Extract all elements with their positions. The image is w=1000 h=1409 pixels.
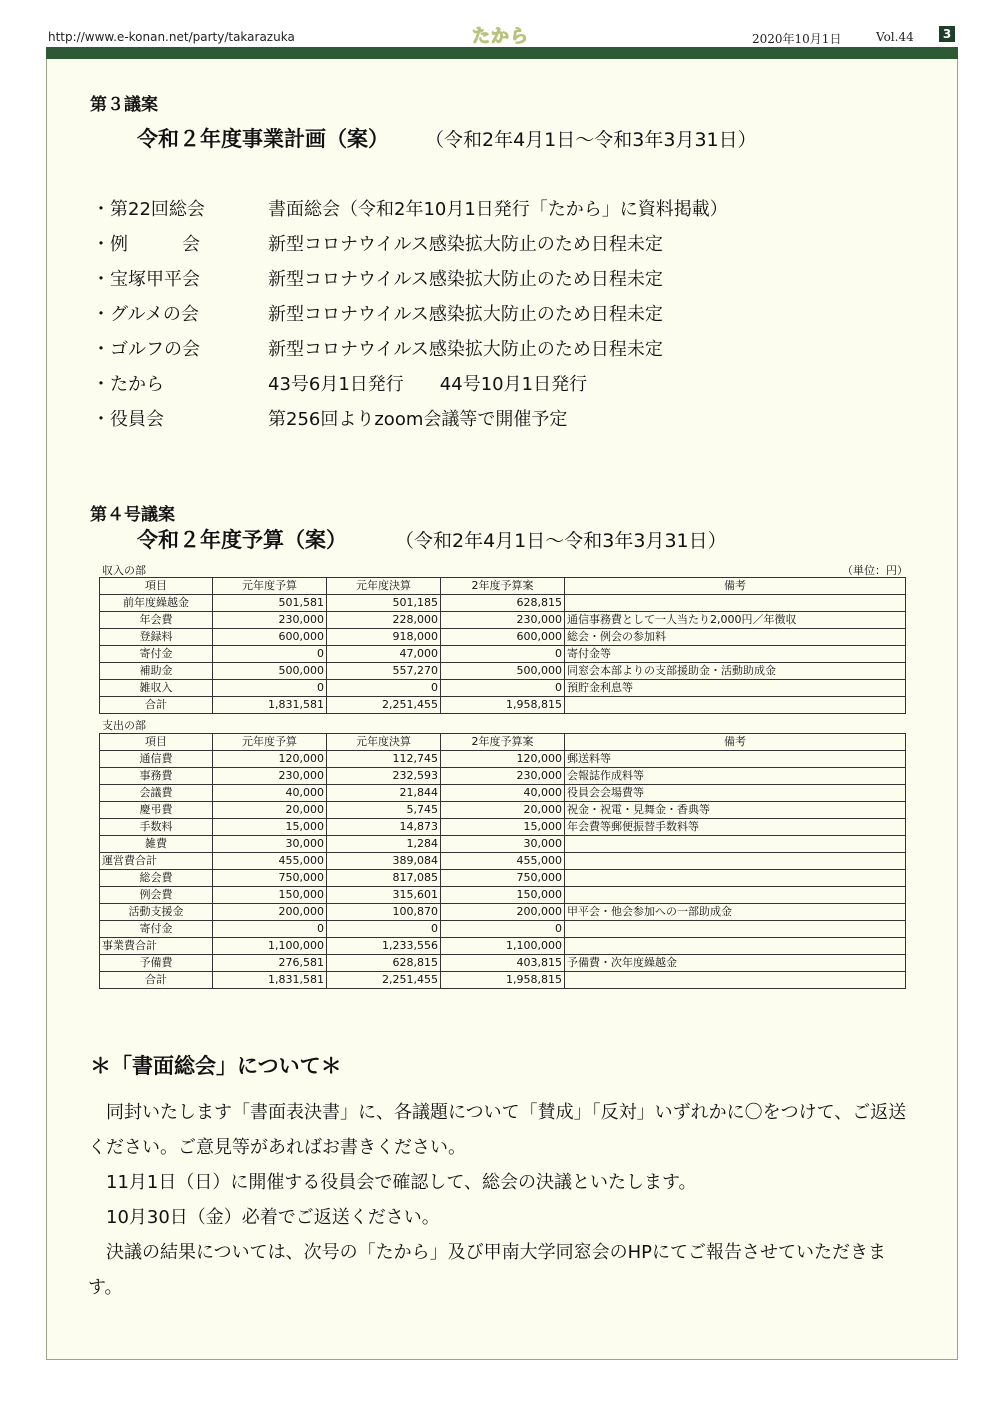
agenda3-period: （令和2年4月1日～令和3年3月31日） xyxy=(425,129,757,151)
expense-section-label: 支出の部 xyxy=(102,719,146,732)
table-row xyxy=(100,938,906,955)
amount-cell: 1,233,556 xyxy=(327,938,441,955)
agenda-item xyxy=(92,370,852,405)
agenda-item-label: ・役員会 xyxy=(92,409,164,430)
page-header xyxy=(0,0,1000,48)
table-row xyxy=(100,802,906,819)
note-cell: 総会・例会の参加料 xyxy=(565,629,906,646)
amount-cell: 230,000 xyxy=(441,612,565,629)
agenda4-label: 第４号議案 xyxy=(90,505,175,525)
table-row xyxy=(100,904,906,921)
issue-volume: Vol.44 xyxy=(876,30,914,44)
notice-paragraph: 決議の結果については、次号の「たから」及び甲南大学同窓会のHPにてご報告させていただきます。 xyxy=(88,1242,887,1298)
column-header: 元年度決算 xyxy=(327,734,441,751)
amount-cell: 276,581 xyxy=(213,955,327,972)
agenda-item-value: 43号6月1日発行 44号10月1日発行 xyxy=(268,374,588,395)
amount-cell: 1,831,581 xyxy=(213,697,327,714)
amount-cell: 389,084 xyxy=(327,853,441,870)
amount-cell: 230,000 xyxy=(213,612,327,629)
agenda-item xyxy=(92,405,852,440)
table-row xyxy=(100,870,906,887)
row-item: 補助金 xyxy=(100,663,213,680)
amount-cell: 817,085 xyxy=(327,870,441,887)
note-cell xyxy=(565,697,906,714)
note-cell xyxy=(565,972,906,989)
table-row xyxy=(100,697,906,714)
table-row xyxy=(100,646,906,663)
note-cell: 祝金・祝電・見舞金・香典等 xyxy=(565,802,906,819)
amount-cell: 1,958,815 xyxy=(441,972,565,989)
amount-cell: 15,000 xyxy=(213,819,327,836)
column-header: 備考 xyxy=(565,734,906,751)
agenda-item xyxy=(92,335,852,370)
table-row xyxy=(100,629,906,646)
agenda-item-value: 書面総会（令和2年10月1日発行「たから」に資料掲載） xyxy=(268,199,728,220)
agenda-item xyxy=(92,195,852,230)
table-row xyxy=(100,972,906,989)
amount-cell: 1,284 xyxy=(327,836,441,853)
amount-cell: 500,000 xyxy=(441,663,565,680)
amount-cell: 1,100,000 xyxy=(441,938,565,955)
amount-cell: 20,000 xyxy=(441,802,565,819)
amount-cell: 600,000 xyxy=(213,629,327,646)
table-row xyxy=(100,751,906,768)
amount-cell: 0 xyxy=(213,680,327,697)
note-cell: 寄付金等 xyxy=(565,646,906,663)
site-url[interactable]: http://www.e-konan.net/party/takarazuka xyxy=(48,30,295,44)
agenda3-title: 令和２年度事業計画（案） xyxy=(137,127,389,151)
row-item: 年会費 xyxy=(100,612,213,629)
amount-cell: 0 xyxy=(441,921,565,938)
agenda-item-label: ・第22回総会 xyxy=(92,199,205,220)
amount-cell: 628,815 xyxy=(441,595,565,612)
column-header: 備考 xyxy=(565,578,906,595)
agenda-item-label: ・宝塚甲平会 xyxy=(92,269,200,290)
note-cell: 役員会会場費等 xyxy=(565,785,906,802)
amount-cell: 15,000 xyxy=(441,819,565,836)
note-cell xyxy=(565,836,906,853)
amount-cell: 750,000 xyxy=(213,870,327,887)
agenda-item-value: 新型コロナウイルス感染拡大防止のため日程未定 xyxy=(268,304,663,325)
agenda-item xyxy=(92,300,852,335)
table-row xyxy=(100,887,906,904)
note-cell: 予備費・次年度繰越金 xyxy=(565,955,906,972)
table-row xyxy=(100,921,906,938)
note-cell xyxy=(565,870,906,887)
amount-cell: 112,745 xyxy=(327,751,441,768)
amount-cell: 30,000 xyxy=(441,836,565,853)
table-row xyxy=(100,663,906,680)
table-row xyxy=(100,836,906,853)
row-item: 合計 xyxy=(100,972,213,989)
row-item: 寄付金 xyxy=(100,921,213,938)
unit-label: （単位：円） xyxy=(842,564,908,577)
table-row xyxy=(100,819,906,836)
amount-cell: 315,601 xyxy=(327,887,441,904)
note-cell: 同窓会本部よりの支部援助金・活動助成金 xyxy=(565,663,906,680)
amount-cell: 750,000 xyxy=(441,870,565,887)
amount-cell: 40,000 xyxy=(441,785,565,802)
amount-cell: 100,870 xyxy=(327,904,441,921)
amount-cell: 403,815 xyxy=(441,955,565,972)
row-item: 事務費 xyxy=(100,768,213,785)
newsletter-logo: たから xyxy=(472,26,529,47)
row-item: 活動支援金 xyxy=(100,904,213,921)
row-item: 通信費 xyxy=(100,751,213,768)
page-number-badge: 3 xyxy=(939,26,955,42)
amount-cell: 0 xyxy=(327,921,441,938)
row-item: 合計 xyxy=(100,697,213,714)
amount-cell: 120,000 xyxy=(213,751,327,768)
amount-cell: 5,745 xyxy=(327,802,441,819)
amount-cell: 918,000 xyxy=(327,629,441,646)
note-cell xyxy=(565,938,906,955)
row-item: 雑費 xyxy=(100,836,213,853)
table-row xyxy=(100,785,906,802)
row-item: 例会費 xyxy=(100,887,213,904)
amount-cell: 600,000 xyxy=(441,629,565,646)
amount-cell: 500,000 xyxy=(213,663,327,680)
amount-cell: 0 xyxy=(441,646,565,663)
row-item: 登録料 xyxy=(100,629,213,646)
amount-cell: 455,000 xyxy=(441,853,565,870)
amount-cell: 501,185 xyxy=(327,595,441,612)
column-header: 2年度予算案 xyxy=(441,734,565,751)
agenda-item-label: ・ゴルフの会 xyxy=(92,339,200,360)
note-cell xyxy=(565,921,906,938)
amount-cell: 0 xyxy=(213,646,327,663)
amount-cell: 30,000 xyxy=(213,836,327,853)
column-header: 項目 xyxy=(100,734,213,751)
table-row xyxy=(100,595,906,612)
note-cell: 年会費等郵便振替手数料等 xyxy=(565,819,906,836)
agenda3-list xyxy=(92,195,852,440)
amount-cell: 501,581 xyxy=(213,595,327,612)
amount-cell: 230,000 xyxy=(213,768,327,785)
notice-title: ＊「書面総会」について＊ xyxy=(90,1054,342,1078)
amount-cell: 0 xyxy=(441,680,565,697)
table-row xyxy=(100,768,906,785)
note-cell: 通信事務費として一人当たり2,000円／年徴収 xyxy=(565,612,906,629)
notice-paragraph: 11月1日（日）に開催する役員会で確認して、総会の決議といたします。 xyxy=(88,1172,697,1193)
amount-cell: 47,000 xyxy=(327,646,441,663)
row-item: 手数料 xyxy=(100,819,213,836)
amount-cell: 40,000 xyxy=(213,785,327,802)
agenda3-label: 第３議案 xyxy=(90,95,158,115)
amount-cell: 228,000 xyxy=(327,612,441,629)
income-section-label: 収入の部 xyxy=(102,564,146,577)
row-item: 前年度繰越金 xyxy=(100,595,213,612)
amount-cell: 14,873 xyxy=(327,819,441,836)
amount-cell: 1,100,000 xyxy=(213,938,327,955)
amount-cell: 0 xyxy=(327,680,441,697)
amount-cell: 21,844 xyxy=(327,785,441,802)
row-item: 運営費合計 xyxy=(100,853,213,870)
column-header: 元年度予算 xyxy=(213,578,327,595)
note-cell xyxy=(565,887,906,904)
amount-cell: 150,000 xyxy=(441,887,565,904)
table-row xyxy=(100,612,906,629)
table-row xyxy=(100,853,906,870)
row-item: 総会費 xyxy=(100,870,213,887)
agenda-item-label: ・グルメの会 xyxy=(92,304,199,325)
column-header: 元年度予算 xyxy=(213,734,327,751)
row-item: 予備費 xyxy=(100,955,213,972)
row-item: 寄付金 xyxy=(100,646,213,663)
row-item: 雑収入 xyxy=(100,680,213,697)
amount-cell: 1,831,581 xyxy=(213,972,327,989)
agenda-item-value: 新型コロナウイルス感染拡大防止のため日程未定 xyxy=(268,269,663,290)
amount-cell: 1,958,815 xyxy=(441,697,565,714)
amount-cell: 120,000 xyxy=(441,751,565,768)
amount-cell: 200,000 xyxy=(213,904,327,921)
row-item: 事業費合計 xyxy=(100,938,213,955)
column-header: 元年度決算 xyxy=(327,578,441,595)
note-cell: 会報誌作成料等 xyxy=(565,768,906,785)
table-row xyxy=(100,955,906,972)
agenda-item xyxy=(92,230,852,265)
agenda-item-value: 新型コロナウイルス感染拡大防止のため日程未定 xyxy=(268,339,663,360)
row-item: 会議費 xyxy=(100,785,213,802)
note-cell xyxy=(565,853,906,870)
note-cell: 預貯金利息等 xyxy=(565,680,906,697)
note-cell: 甲平会・他会参加への一部助成金 xyxy=(565,904,906,921)
amount-cell: 200,000 xyxy=(441,904,565,921)
agenda-item-value: 新型コロナウイルス感染拡大防止のため日程未定 xyxy=(268,234,663,255)
expense-table xyxy=(99,733,906,989)
amount-cell: 2,251,455 xyxy=(327,972,441,989)
issue-date: 2020年10月1日 xyxy=(752,32,842,46)
amount-cell: 150,000 xyxy=(213,887,327,904)
agenda4-title: 令和２年度予算（案） xyxy=(137,528,347,552)
agenda4-period: （令和2年4月1日～令和3年3月31日） xyxy=(395,530,727,552)
note-cell: 郵送料等 xyxy=(565,751,906,768)
amount-cell: 0 xyxy=(213,921,327,938)
notice-paragraph: 10月30日（金）必着でご返送ください。 xyxy=(88,1207,440,1228)
agenda-item xyxy=(92,265,852,300)
amount-cell: 20,000 xyxy=(213,802,327,819)
column-header: 2年度予算案 xyxy=(441,578,565,595)
amount-cell: 628,815 xyxy=(327,955,441,972)
row-item: 慶弔費 xyxy=(100,802,213,819)
income-table xyxy=(99,577,906,714)
agenda-item-value: 第256回よりzoom会議等で開催予定 xyxy=(268,409,568,430)
amount-cell: 2,251,455 xyxy=(327,697,441,714)
amount-cell: 455,000 xyxy=(213,853,327,870)
amount-cell: 557,270 xyxy=(327,663,441,680)
amount-cell: 230,000 xyxy=(441,768,565,785)
table-row xyxy=(100,680,906,697)
column-header: 項目 xyxy=(100,578,213,595)
header-divider xyxy=(46,47,958,59)
amount-cell: 232,593 xyxy=(327,768,441,785)
agenda-item-label: ・たから xyxy=(92,374,164,395)
notice-paragraph: 同封いたします「書面表決書」に、各議題について「賛成」「反対」いずれかに〇をつけて、ご返送ください。ご意見等があればお書きください。 xyxy=(88,1102,907,1158)
note-cell xyxy=(565,595,906,612)
agenda-item-label: ・例 会 xyxy=(92,234,200,255)
